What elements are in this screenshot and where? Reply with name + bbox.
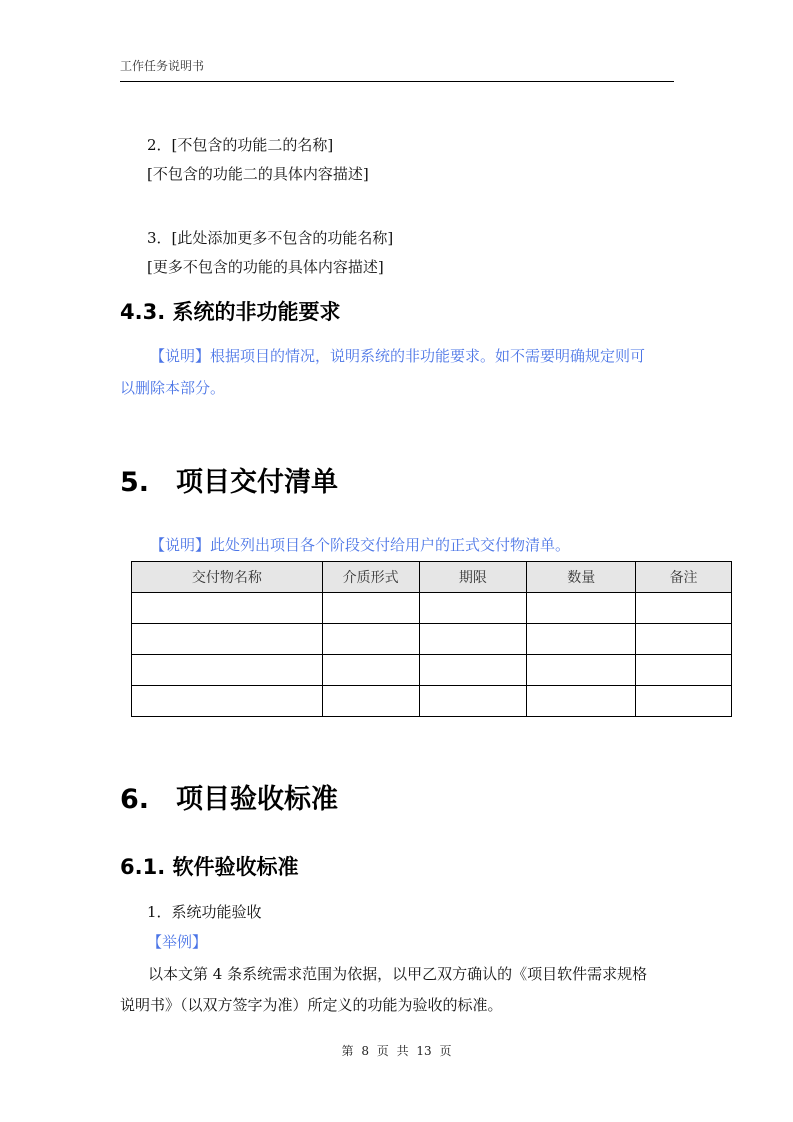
section-6-number: 6.: [120, 784, 150, 815]
section-6-1-heading: 6.1. 软件验收标准: [120, 855, 299, 879]
column-header-deliverable-name: 交付物名称: [132, 562, 323, 593]
section-4-3-note-line1: 【说明】根据项目的情况，说明系统的非功能要求。如不需要明确规定则可: [150, 347, 646, 365]
acceptance-paragraph-line2: 说明书》（以双方签字为准）所定义的功能为验收的标准。: [120, 996, 503, 1014]
table-cell: [636, 686, 732, 717]
section-5-heading: [120, 466, 338, 500]
table-cell: [419, 593, 527, 624]
table-cell: [132, 655, 323, 686]
column-header-medium: 介质形式: [322, 562, 419, 593]
column-header-remarks: 备注: [636, 562, 732, 593]
table-row: [132, 593, 732, 624]
section-6-heading: [120, 783, 338, 817]
column-header-deadline: 期限: [419, 562, 527, 593]
table-cell: [322, 655, 419, 686]
table-cell: [419, 655, 527, 686]
section-4-3-note-line2: 以删除本部分。: [120, 379, 226, 397]
acceptance-paragraph-line1: 以本文第 4 条系统需求范围为依据，以甲乙双方确认的《项目软件需求规格: [148, 965, 648, 983]
table-row: [132, 655, 732, 686]
excluded-item-3-label: 3．[此处添加更多不包含的功能名称]: [147, 229, 394, 247]
column-header-quantity: 数量: [527, 562, 636, 593]
excluded-item-2-label: 2．[不包含的功能二的名称]: [147, 136, 334, 154]
table-cell: [322, 624, 419, 655]
excluded-item-2-description: [不包含的功能二的具体内容描述]: [147, 165, 369, 183]
section-5-title: 项目交付清单: [176, 467, 338, 498]
table-cell: [527, 655, 636, 686]
table-cell: [322, 593, 419, 624]
section-6-1-item-1: 1．系统功能验收: [147, 903, 262, 921]
table-cell: [527, 686, 636, 717]
table-cell: [132, 624, 323, 655]
table-cell: [636, 624, 732, 655]
table-cell: [527, 624, 636, 655]
table-row: [132, 624, 732, 655]
deliverables-table: [131, 561, 732, 717]
running-header: 工作任务说明书: [120, 59, 205, 73]
table-cell: [636, 655, 732, 686]
table-cell: [419, 686, 527, 717]
table-cell: [132, 686, 323, 717]
table-cell: [419, 624, 527, 655]
table-header-row: [132, 562, 732, 593]
section-4-3-heading: 4.3. 系统的非功能要求: [120, 300, 341, 324]
table-cell: [527, 593, 636, 624]
excluded-item-3-description: [更多不包含的功能的具体内容描述]: [147, 258, 384, 276]
table-cell: [636, 593, 732, 624]
section-6-title: 项目验收标准: [176, 784, 338, 815]
table-cell: [322, 686, 419, 717]
table-cell: [132, 593, 323, 624]
section-5-note: 【说明】此处列出项目各个阶段交付给用户的正式交付物清单。: [150, 536, 571, 554]
table-row: [132, 686, 732, 717]
header-divider: [120, 81, 674, 82]
example-label: 【举例】: [147, 933, 208, 951]
section-5-number: 5.: [120, 467, 150, 498]
page-number-footer: 第 8 页 共 13 页: [341, 1044, 452, 1058]
